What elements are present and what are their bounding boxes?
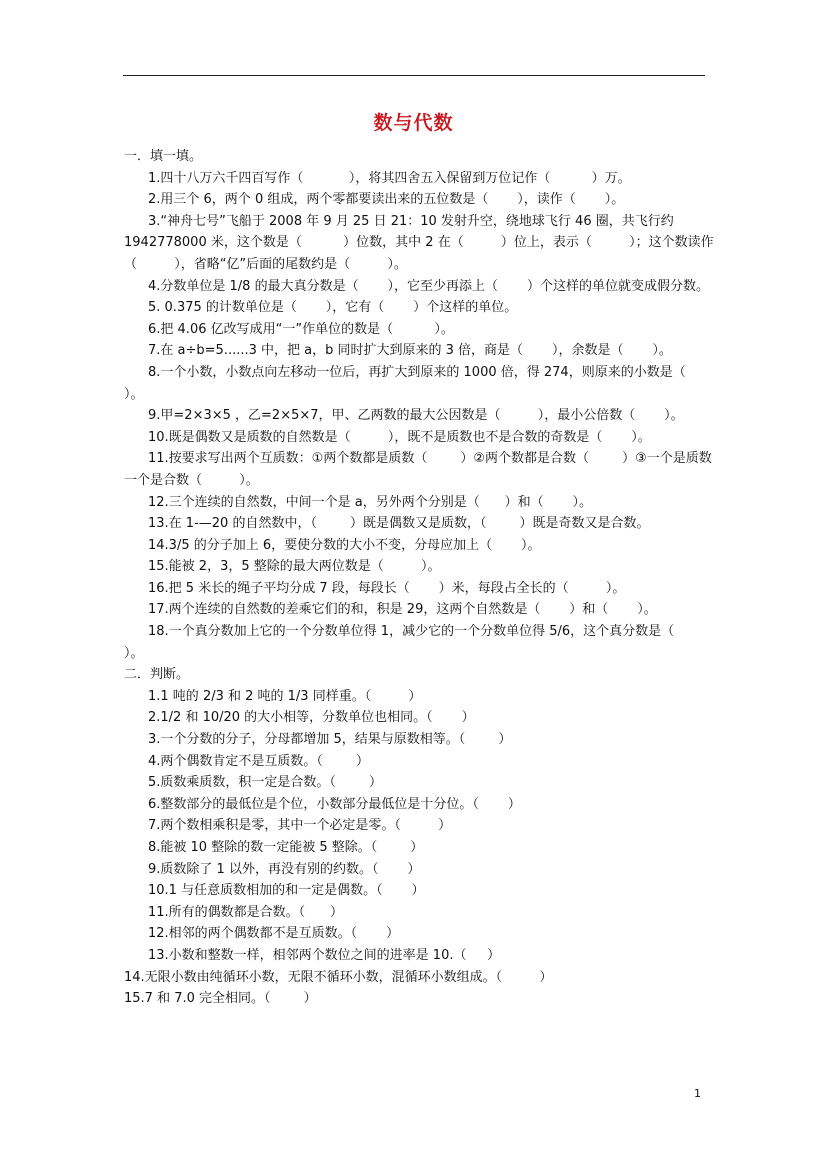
question-item: 5.质数乘质数，积一定是合数。（ ） — [148, 775, 382, 791]
section-heading-judge: 二．判断。 — [124, 667, 190, 683]
question-item: 10.既是偶数又是质数的自然数是（ ），既不是质数也不是合数的奇数是（ ）。 — [148, 429, 651, 445]
question-item: 1.四十八万六千四百写作（ ），将其四舍五入保留到万位记作（ ）万。 — [148, 170, 631, 186]
question-item: 13.在 1-—20 的自然数中，（ ）既是偶数又是质数，（ ）既是奇数又是合数。 — [148, 516, 650, 532]
question-item: 14.无限小数由纯循环小数，无限不循环小数，混循环小数组成。（ ） — [124, 969, 553, 985]
question-item: 9.质数除了 1 以外，再没有别的约数。（ ） — [148, 861, 421, 877]
question-item: 10.1 与任意质数相加的和一定是偶数。（ ） — [148, 883, 425, 899]
judge-questions-unindented — [124, 967, 714, 1010]
question-item: 6.把 4.06 亿改写成用“一”作单位的数是（ ）。 — [148, 321, 454, 337]
question-item: 11.按要求写出两个互质数：①两个数都是质数（ ）②两个数都是合数（ ）③一个是质数一个是合数（ ）。 — [124, 451, 712, 488]
question-item: 8.一个小数，小数点向左移动一位后，再扩大到原来的 1000 倍，得 274，则原来的小数是（ ）。 — [124, 364, 715, 402]
question-item: 5. 0.375 的计数单位是（ ），它有（ ）个这样的单位。 — [148, 300, 518, 316]
question-item: 4.分数单位是 1/8 的最大真分数是（ ），它至少再添上（ ）个这样的单位就变成假分数。 — [148, 278, 709, 294]
section-heading-fill: 一．填一填。 — [124, 149, 203, 164]
question-item: 11.所有的偶数都是合数。（ ） — [148, 904, 343, 920]
question-item: 17.两个连续的自然数的差乘它们的和，积是 29，这两个自然数是（ ）和（ ）。 — [148, 602, 657, 618]
question-item: 13.小数和整数一样，相邻两个数位之间的进率是 10.（ ） — [148, 947, 501, 963]
question-item: 9.甲=2×3×5 ，乙=2×5×7，甲、乙两数的最大公因数是（ ），最小公倍数（ ）。 — [148, 408, 684, 424]
question-item: 8.能被 10 整除的数一定能被 5 整除。（ ） — [148, 840, 424, 855]
header-rule — [123, 75, 705, 76]
question-item: 15.7 和 7.0 完全相同。（ ） — [124, 991, 317, 1007]
question-item: 7.两个数相乘积是零，其中一个必定是零。（ ） — [148, 818, 452, 834]
question-item: 7.在 a÷b=5......3 中，把 a，b 同时扩大到原来的 3 倍，商是（ ），余数是（ ）。 — [148, 343, 672, 359]
question-item: 12.三个连续的自然数，中间一个是 a，另外两个分别是（ ）和（ ）。 — [148, 494, 592, 510]
worksheet-body — [124, 146, 714, 1010]
question-item: 18.一个真分数加上它的一个分数单位得 1，减少它的一个分数单位得 5/6，这个真分数是（ ）。 — [124, 624, 704, 661]
question-item: 3.“神舟七号”飞船于 2008 年 9 月 25 日 21：10 发射升空，绕地球飞行 46 圈，共飞行约 1942778000 米，这个数是（ ）位数，其中 2 在（ ）位上，表示（ ）；这个数读作（ ），省略“亿”后面的尾数约是（ ）。 — [124, 213, 714, 272]
page-title: 数与代数 — [373, 112, 454, 134]
page-number: 1 — [694, 1087, 701, 1100]
question-item: 12.相邻的两个偶数都不是互质数。（ ） — [148, 926, 400, 942]
fill-in-questions — [124, 168, 714, 665]
question-item: 16.把 5 米长的绳子平均分成 7 段，每段长（ ）米，每段占全长的（ ）。 — [148, 580, 626, 596]
question-item: 2.1/2 和 10/20 的大小相等，分数单位也相同。（ ） — [148, 710, 475, 726]
question-item: 14.3/5 的分子加上 6，要使分数的大小不变，分母应加上（ ）。 — [148, 537, 541, 553]
question-item: 3.一个分数的分子，分母都增加 5，结果与原数相等。（ ） — [148, 732, 512, 748]
question-item: 1.1 吨的 2/3 和 2 吨的 1/3 同样重。（ ） — [148, 688, 422, 704]
question-item: 6.整数部分的最低位是个位，小数部分最低位是十分位。（ ） — [148, 796, 521, 812]
question-item: 4.两个偶数肯定不是互质数。（ ） — [148, 753, 369, 769]
judge-questions — [124, 686, 714, 967]
question-item: 2.用三个 6，两个 0 组成，两个零都要读出来的五位数是（ ），读作（ ）。 — [148, 192, 625, 208]
question-item: 15.能被 2，3，5 整除的最大两位数是（ ）。 — [148, 559, 441, 575]
